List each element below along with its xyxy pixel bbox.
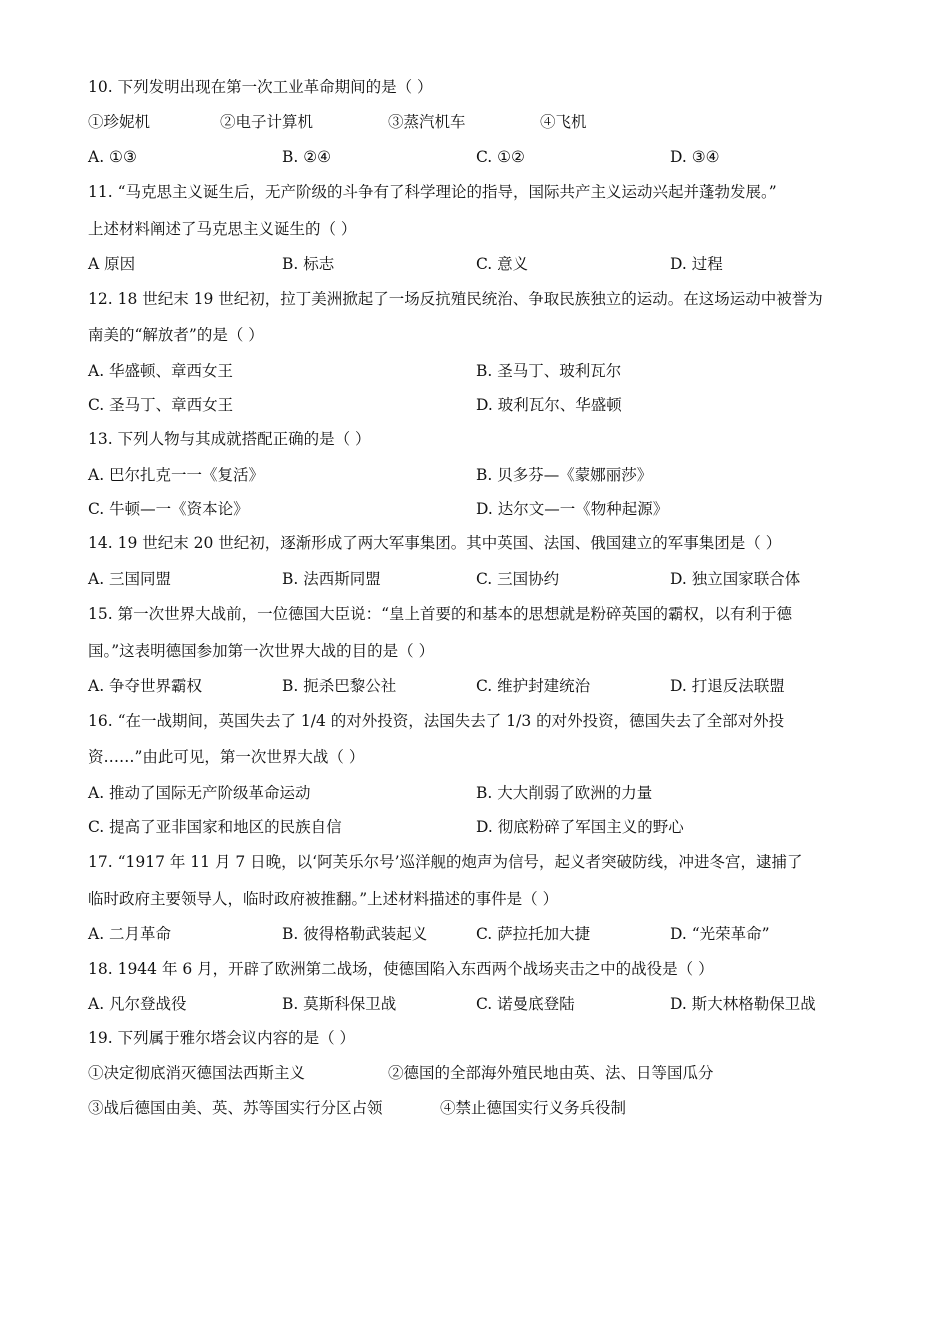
option-d: D. 过程 [670,255,723,273]
statement-item: ③蒸汽机车 [388,113,466,131]
question-stem: 南美的“解放者”的是（ ） [88,326,264,344]
option-b: B. ②④ [282,148,332,166]
option-c: C. 萨拉托加大捷 [476,925,591,943]
option-d: D. 打退反法联盟 [670,677,785,695]
option-b: B. 标志 [282,255,335,273]
option-b: B. 贝多芬—《蒙娜丽莎》 [476,466,653,484]
option-a: A. 三国同盟 [88,570,172,588]
option-a: A 原因 [88,255,136,273]
option-a: A. 争夺世界霸权 [88,677,203,695]
option-c: C. 维护封建统治 [476,677,591,695]
option-c: C. 意义 [476,255,529,273]
question-stem: 10. 下列发明出现在第一次工业革命期间的是（ ） [88,78,433,96]
question-stem: 16. “在一战期间，英国失去了 1/4 的对外投资，法国失去了 1/3 的对外投资，德国失去了全部对外投 [88,712,785,730]
option-a: A. 凡尔登战役 [88,995,187,1013]
question-stem: 资……”由此可见，第一次世界大战（ ） [88,748,365,766]
option-a: A. ①③ [88,148,137,166]
option-b: B. 彼得格勒武装起义 [282,925,428,943]
option-c: C. 三国协约 [476,570,560,588]
option-c: C. 提高了亚非国家和地区的民族自信 [88,818,342,836]
question-stem: 14. 19 世纪末 20 世纪初，逐渐形成了两大军事集团。其中英国、法国、俄国建立的军事集团是（ ） [88,534,782,552]
question-stem: 11. “马克思主义诞生后，无产阶级的斗争有了科学理论的指导，国际共产主义运动兴起并蓬勃发展。” [88,183,777,201]
question-stem: 12. 18 世纪末 19 世纪初，拉丁美洲掀起了一场反抗殖民统治、争取民族独立的运动。在这场运动中被誉为 [88,290,823,308]
option-d: D. 彻底粉碎了军国主义的野心 [476,818,684,836]
question-stem: 13. 下列人物与其成就搭配正确的是（ ） [88,430,371,448]
question-stem: 临时政府主要领导人，临时政府被推翻。”上述材料描述的事件是（ ） [88,890,559,908]
option-b: B. 法西斯同盟 [282,570,381,588]
option-c: C. 牛顿—一《资本论》 [88,500,249,518]
option-d: D. 玻利瓦尔、华盛顿 [476,396,622,414]
question-stem: 18. 1944 年 6 月，开辟了欧洲第二战场，使德国陷入东西两个战场夹击之中的战役是（ ） [88,960,714,978]
option-d: D. 达尔文—一《物种起源》 [476,500,669,518]
option-c: C. ①② [476,148,525,166]
option-b: B. 大大削弱了欧洲的力量 [476,784,653,802]
option-b: B. 莫斯科保卫战 [282,995,397,1013]
statement-item: ②电子计算机 [220,113,314,131]
option-d: D. 斯大林格勒保卫战 [670,995,816,1013]
statement-item: ④禁止德国实行义务兵役制 [440,1099,627,1117]
question-stem: 国。”这表明德国参加第一次世界大战的目的是（ ） [88,642,435,660]
question-stem: 15. 第一次世界大战前，一位德国大臣说：“皇上首要的和基本的思想就是粉碎英国的霸权，以有利于德 [88,605,793,623]
question-stem: 17. “1917 年 11 月 7 日晚，以‘阿芙乐尔号’巡洋舰的炮声为信号，起义者突破防线，冲进冬宫，逮捕了 [88,853,803,871]
option-b: B. 圣马丁、玻利瓦尔 [476,362,622,380]
statement-item: ④飞机 [540,113,587,131]
statement-item: ①决定彻底消灭德国法西斯主义 [88,1064,306,1082]
option-d: D. “光荣革命” [670,925,770,943]
option-d: D. ③④ [670,148,720,166]
statement-item: ①珍妮机 [88,113,151,131]
option-a: A. 推动了国际无产阶级革命运动 [88,784,311,802]
option-c: C. 圣马丁、章西女王 [88,396,234,414]
option-a: A. 二月革命 [88,925,172,943]
statement-item: ③战后德国由美、英、苏等国实行分区占领 [88,1099,383,1117]
question-stem: 19. 下列属于雅尔塔会议内容的是（ ） [88,1029,356,1047]
option-c: C. 诺曼底登陆 [476,995,575,1013]
statement-item: ②德国的全部海外殖民地由英、法、日等国瓜分 [388,1064,714,1082]
option-a: A. 华盛顿、章西女王 [88,362,234,380]
option-a: A. 巴尔扎克一一《复活》 [88,466,265,484]
question-stem: 上述材料阐述了马克思主义诞生的（ ） [88,220,357,238]
option-b: B. 扼杀巴黎公社 [282,677,397,695]
option-d: D. 独立国家联合体 [670,570,801,588]
